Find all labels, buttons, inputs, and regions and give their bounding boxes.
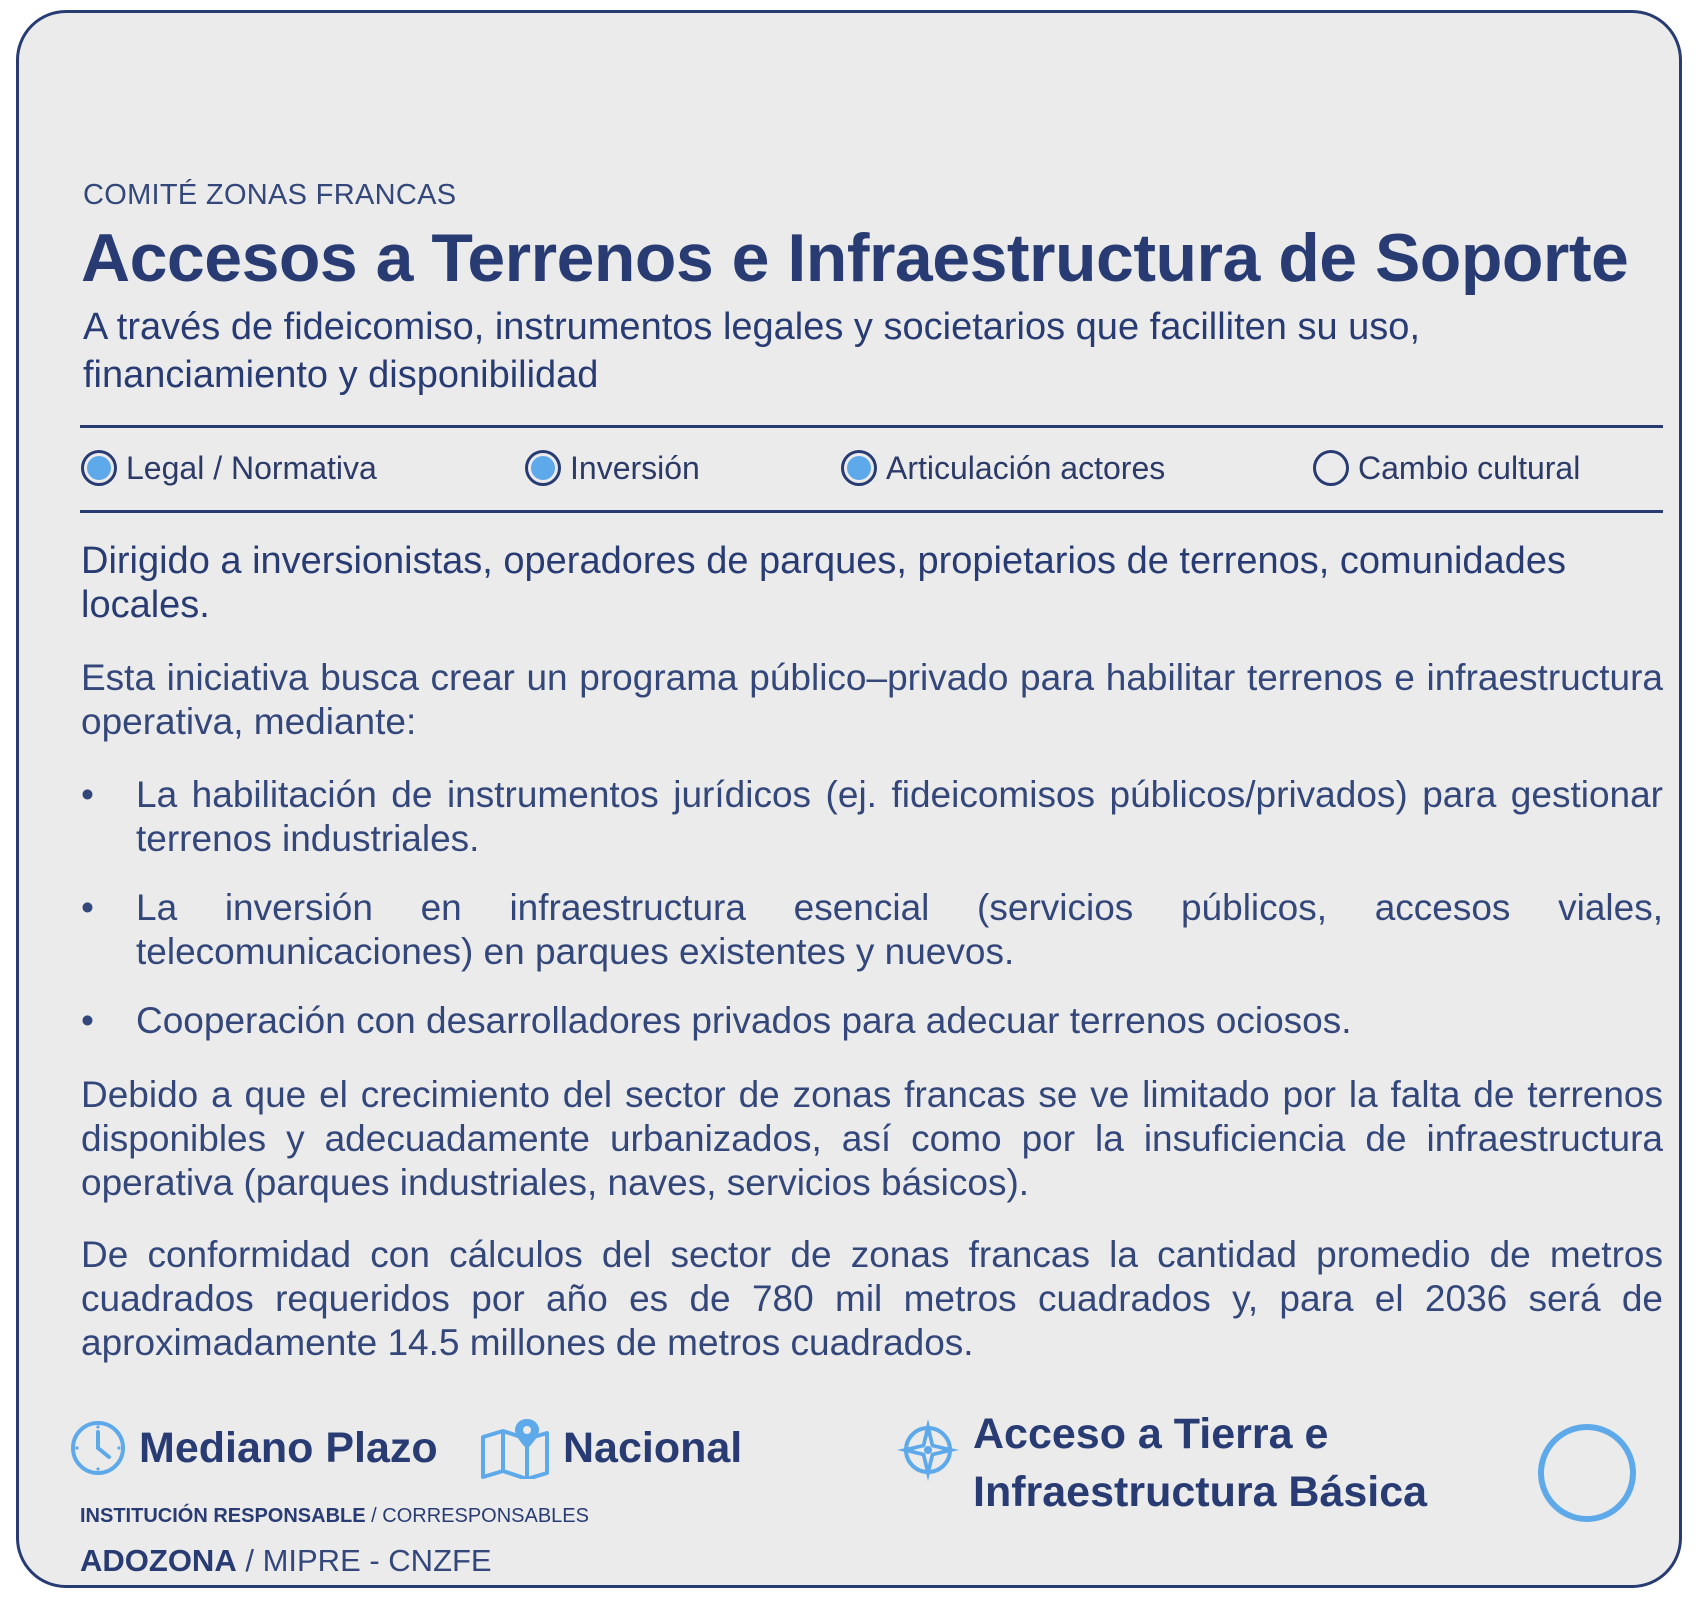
scope-label: Nacional bbox=[563, 1423, 743, 1472]
radio-checked-icon bbox=[841, 450, 877, 486]
institution-label bbox=[80, 1505, 589, 1528]
category-label: Articulación actores bbox=[886, 449, 1166, 486]
institution-co: MIPRE - CNZFE bbox=[262, 1543, 492, 1578]
ring-icon bbox=[1537, 1423, 1637, 1523]
clock-icon bbox=[69, 1419, 127, 1477]
estimate-paragraph: De conformidad con cálculos del sector de zonas francas la cantidad promedio de metros cuadrados requeridos por año es de 780 mil metros cuadrados y, para el 2036 será de aproximadamente 14.5 millones de metros cuadrados. bbox=[81, 1234, 1663, 1363]
measures-list bbox=[81, 773, 1663, 1068]
page-subtitle: A través de fideicomiso, instrumentos legales y societarios que facilliten su uso, financiamiento y disponibilidad bbox=[83, 306, 1420, 396]
committee-label: COMITÉ ZONAS FRANCAS bbox=[83, 179, 457, 211]
axis-label-line2: Infraestructura Básica bbox=[973, 1468, 1428, 1516]
rationale-paragraph: Debido a que el crecimiento del sector de zonas francas se ve limitado por la falta de terrenos disponibles y adecuadamente urbanizados, así como por la insuficiencia de infraestructura operativa (parques industriales, naves, servicios básicos). bbox=[81, 1074, 1663, 1203]
category-inversion[interactable] bbox=[525, 445, 700, 491]
radio-unchecked-icon bbox=[1313, 450, 1349, 486]
category-articulacion[interactable] bbox=[841, 445, 1165, 491]
axis-label-line1: Acceso a Tierra e bbox=[973, 1410, 1329, 1458]
strategic-axis bbox=[895, 1410, 1428, 1521]
institution-label-main: INSTITUCIÓN RESPONSABLE bbox=[80, 1505, 366, 1527]
institution-label-separator: / bbox=[365, 1505, 383, 1527]
radio-checked-icon bbox=[525, 450, 561, 486]
institution-label-co: CORRESPONSABLES bbox=[382, 1505, 589, 1527]
timeframe bbox=[69, 1419, 438, 1477]
institution-separator: / bbox=[236, 1543, 263, 1578]
map-pin-icon bbox=[479, 1417, 551, 1479]
institution-main: ADOZONA bbox=[80, 1543, 237, 1578]
list-item: • La inversión en infraestructura esencial (servicios públicos, accesos viales, telecomunicaciones) en parques existentes y nuevos. bbox=[81, 887, 1663, 972]
list-item-text: La inversión en infraestructura esencial (servicios públicos, accesos viales, telecomunicaciones) en parques existentes y nuevos. bbox=[136, 887, 1663, 972]
scope bbox=[479, 1417, 742, 1479]
category-label: Legal / Normativa bbox=[126, 449, 377, 486]
radio-checked-icon bbox=[81, 450, 117, 486]
intro-paragraph: Esta iniciativa busca crear un programa público–privado para habilitar terrenos e infraestructura operativa, mediante: bbox=[81, 657, 1663, 742]
list-item: • La habilitación de instrumentos jurídicos (ej. fideicomisos públicos/privados) para gestionar terrenos industriales. bbox=[81, 774, 1663, 859]
list-item-text: La habilitación de instrumentos jurídicos (ej. fideicomisos públicos/privados) para gestionar terrenos industriales. bbox=[136, 774, 1663, 859]
category-label: Inversión bbox=[570, 449, 700, 486]
list-item: • Cooperación con desarrolladores privados para adecuar terrenos ociosos. bbox=[81, 1000, 1352, 1041]
category-label: Cambio cultural bbox=[1358, 449, 1581, 486]
divider-top bbox=[80, 425, 1663, 428]
divider-bottom bbox=[80, 510, 1663, 513]
category-legal[interactable] bbox=[81, 445, 377, 491]
page-title: Accesos a Terrenos e Infraestructura de Soporte bbox=[81, 220, 1629, 296]
timeframe-label: Mediano Plazo bbox=[139, 1423, 438, 1472]
category-cambio-cultural[interactable] bbox=[1313, 445, 1580, 491]
initiative-card bbox=[16, 10, 1682, 1588]
institution-value bbox=[80, 1543, 492, 1579]
list-item-text: Cooperación con desarrolladores privados para adecuar terrenos ociosos. bbox=[136, 1000, 1352, 1041]
compass-rose-icon bbox=[895, 1417, 961, 1483]
target-audience: Dirigido a inversionistas, operadores de parques, propietarios de terrenos, comunidades locales. bbox=[81, 540, 1566, 626]
